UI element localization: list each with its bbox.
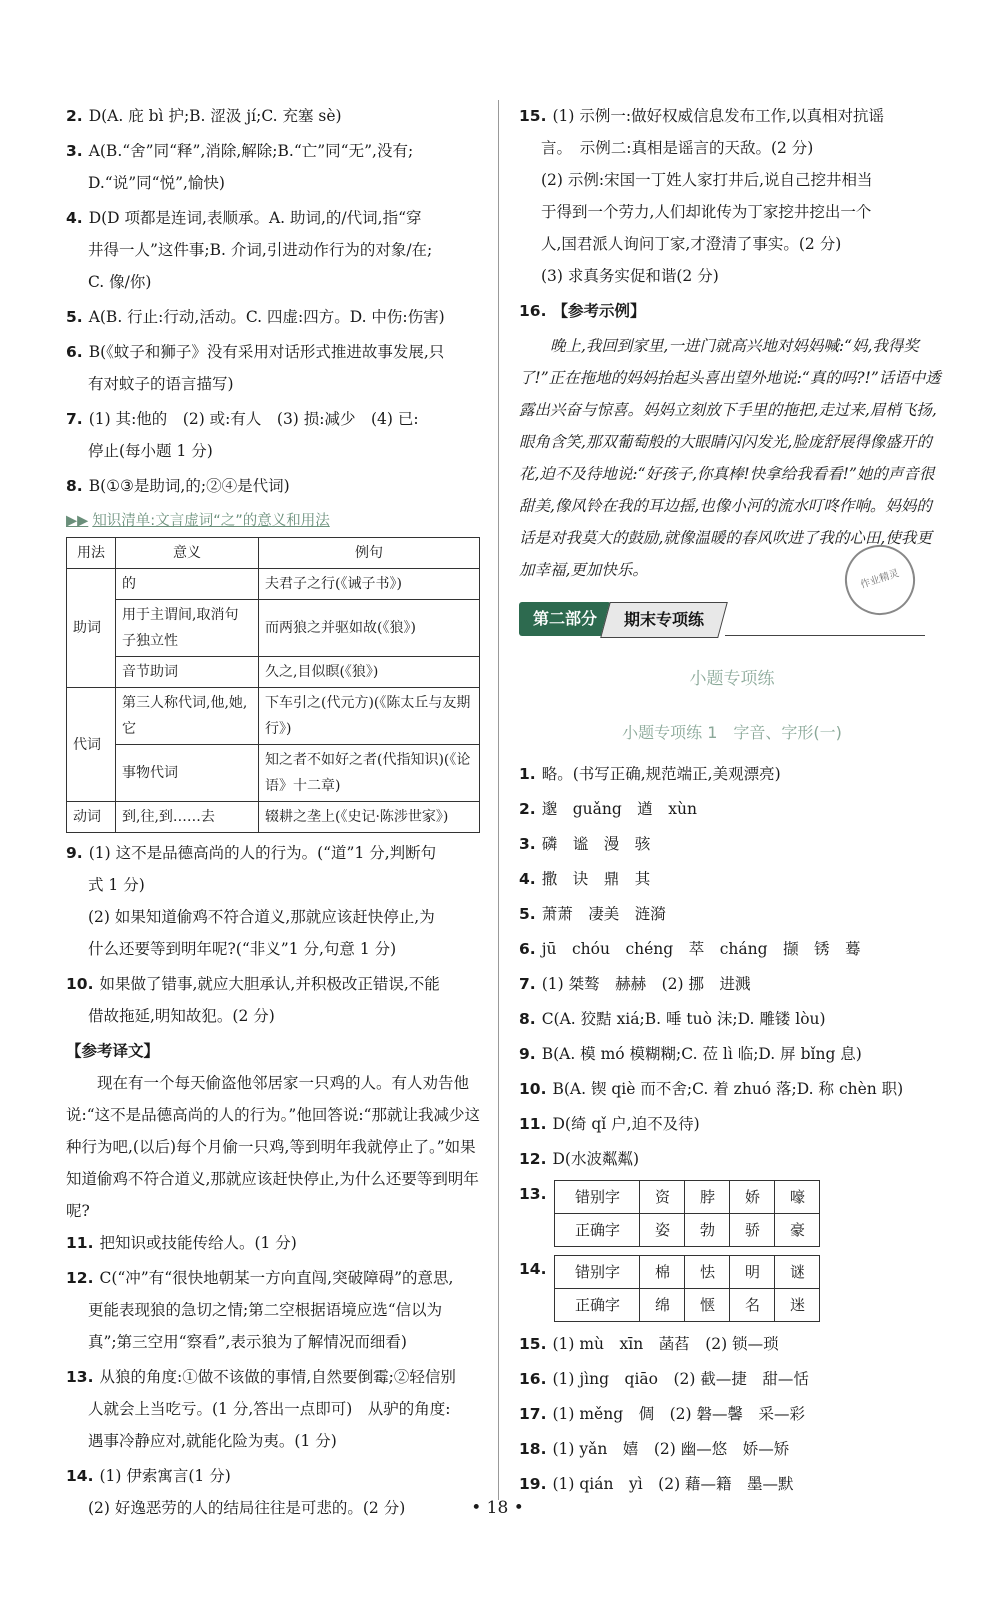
- item-number: 5.: [519, 905, 536, 923]
- item-text: (1) jìng qiāo (2) 截—捷 甜—恬: [552, 1370, 809, 1388]
- answer-list: [519, 1328, 945, 1500]
- table-row: 代词 第三人称代词,他,她,它 下车引之(代元方)(《陈太丘与友期行》): [67, 688, 480, 745]
- table-cell: 棉: [640, 1256, 685, 1289]
- item-number: 1.: [519, 765, 536, 783]
- item-text: (1) 桀骜 赫赫 (2) 挪 进溅: [541, 975, 751, 993]
- item-number: 10.: [519, 1080, 547, 1098]
- table-group: 动词: [67, 802, 116, 833]
- question-16: 16. 【参考示例】: [519, 301, 646, 320]
- knowledge-note: ▶▶ 知识清单:文言虚词“之”的意义和用法: [66, 513, 330, 529]
- table-row: 用于主谓间,取消句子独立性 而两狼之并驱如故(《狼》): [67, 600, 480, 657]
- table-header-usage: 用法: [67, 538, 116, 569]
- item-text: (1) yǎn 嬉 (2) 幽—悠 娇—矫: [552, 1440, 790, 1458]
- list-item: [519, 1003, 945, 1035]
- answer-list: [519, 758, 945, 1175]
- table-header-example: 例句: [259, 538, 480, 569]
- question-14-table: 14. 错别字 棉 怯 明 谜 正确字 绵 惬 名 迷: [519, 1253, 945, 1328]
- table-cell: 豪: [775, 1214, 820, 1247]
- item-text: (1) mù xīn 菡萏 (2) 锁—琐: [552, 1335, 779, 1353]
- table-cell: 姿: [640, 1214, 685, 1247]
- table-cell: 勃: [685, 1214, 730, 1247]
- translation-title: 【参考译文】: [66, 1041, 160, 1060]
- question-7: 7. (1) 其:他的 (2) 或:有人 (3) 损:减少 (4) 已: 停止(每小题 1 分): [66, 410, 419, 460]
- item-text: (1) měng 倜 (2) 磐—馨 采—彩: [552, 1405, 806, 1423]
- list-item: [519, 1398, 945, 1430]
- question-3: 3. A(B.“舍”同“释”,消除,解除;B.“亡”同“无”,没有; D.“说”同“悦”,愉快): [66, 142, 414, 192]
- table-cell: 明: [730, 1256, 775, 1289]
- table-cell: 绵: [640, 1289, 685, 1322]
- item-number: 18.: [519, 1440, 547, 1458]
- typo-table: 错别字 资 脖 娇 嚎 正确字 姿 勃 骄 豪: [554, 1180, 820, 1247]
- list-item: [519, 1143, 945, 1175]
- list-item: [519, 828, 945, 860]
- list-item: [519, 1468, 945, 1500]
- item-text: B(A. 模 mó 模糊糊;C. 莅 lì 临;D. 屏 bǐng 息): [541, 1045, 862, 1063]
- table-cell: 嚎: [775, 1181, 820, 1214]
- table-cell: 名: [730, 1289, 775, 1322]
- table-header-meaning: 意义: [116, 538, 259, 569]
- list-item: [519, 1328, 945, 1360]
- usage-table: [66, 537, 480, 833]
- translation-text: 现在有一个每天偷盗他邻居家一只鸡的人。有人劝告他说:“这不是品德高尚的人的行为。”他回答说:“那就让我减少这种行为吧,(以后)每个月偷一只鸡,等到明年我就停止了。”如果知道偷鸡不符合道义,那就应该赶快停止,为什么还要等到明年呢?: [66, 1074, 480, 1220]
- item-number: 3.: [519, 835, 536, 853]
- item-number: 16.: [519, 1370, 547, 1388]
- list-item: [519, 1073, 945, 1105]
- item-text: 略。(书写正确,规范端正,美观漂亮): [541, 765, 781, 783]
- table-cell: 骄: [730, 1214, 775, 1247]
- list-item: [519, 1038, 945, 1070]
- item-text: 邈 guǎng 遒 xùn: [541, 800, 697, 818]
- table-cell: 脖: [685, 1181, 730, 1214]
- question-11: 11. 把知识或技能传给人。(1 分): [66, 1234, 297, 1252]
- table-cell: 怯: [685, 1256, 730, 1289]
- item-number: 17.: [519, 1405, 547, 1423]
- table-group: 助词: [67, 569, 116, 688]
- question-4: 4. D(D 项都是连词,表顺承。A. 助词,的/代词,指“穿 井得一人”这件事;B. 介词,引进动作行为的对象/在; C. 像/你): [66, 209, 433, 291]
- section-heading: 小题专项练: [689, 669, 775, 689]
- item-number: 6.: [519, 940, 536, 958]
- question-2: 2. D(A. 庇 bì 护;B. 涩汲 jí;C. 充塞 sè): [66, 107, 342, 125]
- item-number: 19.: [519, 1475, 547, 1493]
- list-item: [519, 863, 945, 895]
- item-number: 11.: [519, 1115, 547, 1133]
- question-9: 9. (1) 这不是品德高尚的人的行为。(“道”1 分,判断句 式 1 分) (2) 如果知道偷鸡不符合道义,那就应该赶快停止,为 什么还要等到明年呢?(“非义”1 分,句意 1 分): [66, 844, 437, 958]
- list-item: [519, 1108, 945, 1140]
- question-13-table: 13. 错别字 资 脖 娇 嚎 正确字 姿 勃 骄 豪: [519, 1178, 945, 1253]
- question-10: 10. 如果做了错事,就应大胆承认,并积极改正错误,不能 借故拖延,明知故犯。(2 分): [66, 975, 440, 1025]
- item-text: C(A. 狡黠 xiá;B. 唾 tuò 沫;D. 雕镂 lòu): [541, 1010, 826, 1028]
- banner-rule: [725, 635, 925, 636]
- question-5: 5. A(B. 行止:行动,活动。C. 四虚:四方。D. 中伤:伤害): [66, 308, 445, 326]
- item-number: 2.: [519, 800, 536, 818]
- item-text: D(绮 qǐ 户,迫不及待): [552, 1115, 700, 1133]
- table-group: 代词: [67, 688, 116, 802]
- item-text: B(A. 锲 qiè 而不舍;C. 着 zhuó 落;D. 称 chèn 职): [552, 1080, 904, 1098]
- table-row: 事物代词 知之者不如好之者(代指知识)(《论语》十二章): [67, 745, 480, 802]
- item-number: 12.: [519, 1150, 547, 1168]
- item-text: D(水波粼粼): [552, 1150, 639, 1168]
- item-number: 4.: [519, 870, 536, 888]
- question-14: 14. (1) 伊索寓言(1 分) (2) 好逸恶劳的人的结局往往是可悲的。(2 分): [66, 1467, 406, 1517]
- table-cell: 迷: [775, 1289, 820, 1322]
- sample-essay: 晚上,我回到家里,一进门就高兴地对妈妈喊:“妈,我得奖了!”正在拖地的妈妈抬起头喜出望外地说:“真的吗?!”话语中透露出兴奋与惊喜。妈妈立刻放下手里的拖把,走过来,眉梢飞扬,眼角含笑,那双葡萄般的大眼睛闪闪发光,脸庞舒展得像盛开的花,迫不及待地说:“好孩子,你真棒!快拿给我看看!”她的声音很甜美,像风铃在我的耳边摇,也像小河的流水叮咚作响。妈妈的话是对我莫大的鼓励,就像温暖的春风吹进了我的心田,使我更加幸福,更加快乐。: [519, 337, 941, 579]
- part-label: 第二部分: [519, 602, 611, 636]
- question-15: 15. (1) 示例一:做好权威信息发布工作,以真相对抗谣 言。 示例二:真相是谣言的天敌。(2 分) (2) 示例:宋国一丁姓人家打井后,说自己挖井相当 于得到一个劳力,人们却讹传为丁家挖井挖出一个 人,国君派人询问丁家,才澄清了事实。(2 分) (3) 求真务实促和谐(2 分): [519, 107, 885, 285]
- item-text: 磷 谧 漫 骇: [541, 835, 651, 853]
- table-cell: 谜: [775, 1256, 820, 1289]
- table-row: 动词 到,往,到……去 辍耕之垄上(《史记·陈涉世家》): [67, 802, 480, 833]
- item-number: 9.: [519, 1045, 536, 1063]
- item-text: 萧萧 凄美 涟漪: [541, 905, 666, 923]
- right-column: [519, 100, 945, 1503]
- watermark-stamp: 作业精灵: [836, 536, 924, 624]
- typo-table: 错别字 棉 怯 明 谜 正确字 绵 惬 名 迷: [554, 1255, 820, 1322]
- table-cell: 惬: [685, 1289, 730, 1322]
- list-item: [519, 1363, 945, 1395]
- part-title: 期末专项练: [623, 610, 704, 629]
- table-row: 音节助词 久之,目似瞑(《狼》): [67, 657, 480, 688]
- table-cell: 资: [640, 1181, 685, 1214]
- double-arrow-icon: ▶▶: [66, 513, 89, 529]
- list-item: [519, 968, 945, 1000]
- question-13: 13. 从狼的角度:①做不该做的事情,自然要倒霉;②轻信别 人就会上当吃亏。(1 分,答出一点即可) 从驴的角度: 遇事冷静应对,就能化险为夷。(1 分): [66, 1368, 456, 1450]
- part-title-box: [600, 602, 728, 638]
- list-item: [519, 793, 945, 825]
- item-text: (1) qián yì (2) 藉—籍 墨—默: [552, 1475, 794, 1493]
- item-number: 7.: [519, 975, 536, 993]
- question-6: 6. B(《蚊子和狮子》没有采用对话形式推进故事发展,只 有对蚊子的语言描写): [66, 343, 445, 393]
- list-item: [519, 1433, 945, 1465]
- table-row: 助词 的 夫君子之行(《诫子书》): [67, 569, 480, 600]
- list-item: [519, 758, 945, 790]
- page-number: • 18 •: [471, 1498, 524, 1518]
- question-12: 12. C(“冲”有“很快地朝某一方向直闯,突破障碍”的意思, 更能表现狼的急切之情;第二空根据语境应选“信以为 真”;第三空用“察看”,表示狼为了解情况而细看): [66, 1269, 454, 1351]
- list-item: [519, 898, 945, 930]
- subsection-heading: 小题专项练 1 字音、字形(一): [622, 723, 842, 742]
- table-cell: 娇: [730, 1181, 775, 1214]
- item-number: 15.: [519, 1335, 547, 1353]
- list-item: [519, 933, 945, 965]
- item-number: 8.: [519, 1010, 536, 1028]
- item-text: jū chóu chéng 萃 cháng 撷 锈 蓦: [541, 940, 861, 958]
- column-divider: [498, 100, 499, 1500]
- item-text: 撒 诀 鼎 其: [541, 870, 651, 888]
- left-column: [66, 100, 480, 1527]
- question-8: 8. B(①③是助词,的;②④是代词): [66, 477, 290, 495]
